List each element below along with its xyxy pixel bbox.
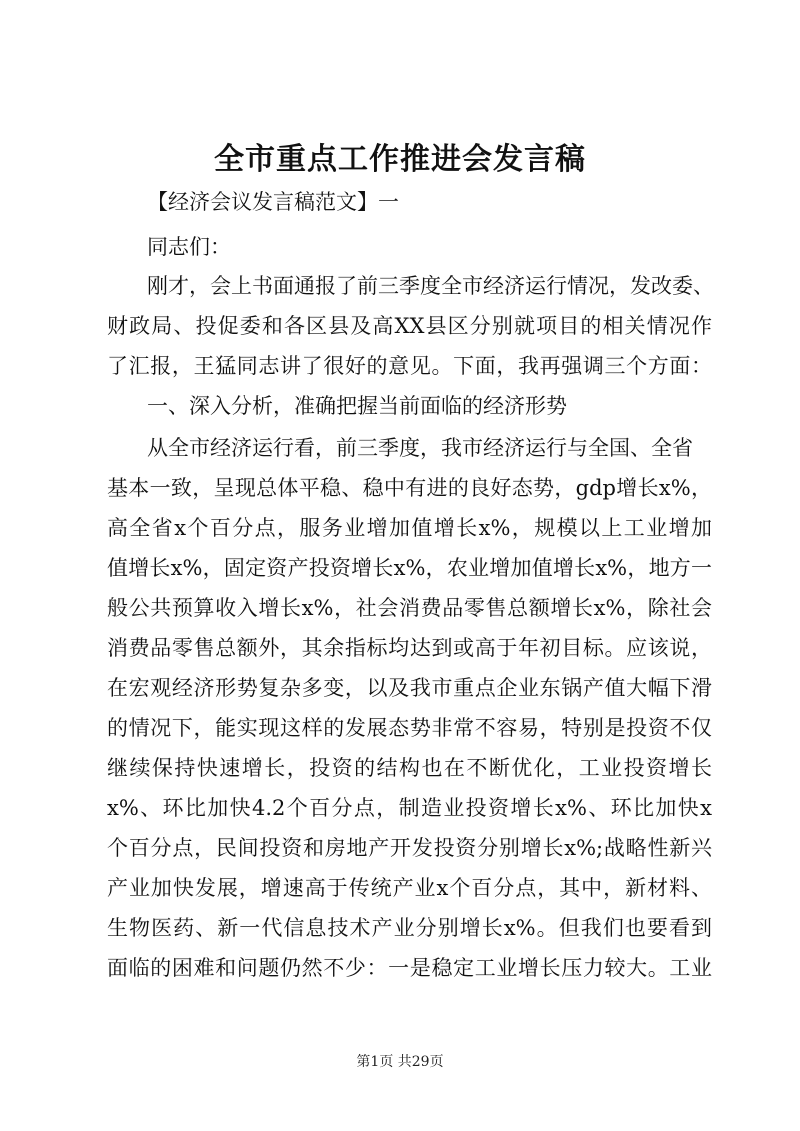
- paragraph-line: 继续保持快速增长，投资的结构也在不断优化，工业投资增长: [107, 756, 712, 780]
- paragraph-line: 值增长x%，固定资产投资增长x%，农业增加值增长x%，地方一: [107, 556, 712, 580]
- paragraph-line: 了汇报，王猛同志讲了很好的意见。下面，我再强调三个方面：: [107, 354, 712, 378]
- section-subtitle: 【经济会议发言稿范文】一: [147, 190, 399, 214]
- paragraph-line: x%、环比加快4.2个百分点，制造业投资增长x%、环比加快x: [107, 796, 712, 820]
- document-title: 全市重点工作推进会发言稿: [214, 142, 586, 177]
- paragraph-line: 产业加快发展，增速高于传统产业x个百分点，其中，新材料、: [107, 876, 712, 900]
- paragraph-line: 面临的困难和问题仍然不少：一是稳定工业增长压力较大。工业: [107, 956, 712, 980]
- section-heading: 一、深入分析，准确把握当前面临的经济形势: [147, 394, 567, 418]
- paragraph-line: 生物医药、新一代信息技术产业分别增长x%。但我们也要看到: [107, 916, 712, 940]
- salutation: 同志们：: [147, 235, 231, 259]
- paragraph-line: 基本一致，呈现总体平稳、稳中有进的良好态势，gdp增长x%，: [107, 476, 712, 500]
- paragraph-line: 般公共预算收入增长x%，社会消费品零售总额增长x%，除社会: [107, 596, 712, 620]
- paragraph-line: 的情况下，能实现这样的发展态势非常不容易，特别是投资不仅: [107, 716, 712, 740]
- paragraph-line: 消费品零售总额外，其余指标均达到或高于年初目标。应该说，: [107, 636, 712, 660]
- paragraph-line: 财政局、投促委和各区县及高XX县区分别就项目的相关情况作: [107, 314, 712, 338]
- page-number-footer: 第1页 共29页: [356, 1054, 444, 1070]
- paragraph-line: 在宏观经济形势复杂多变，以及我市重点企业东锅产值大幅下滑: [107, 676, 712, 700]
- paragraph-line: 个百分点，民间投资和房地产开发投资分别增长x%;战略性新兴: [107, 836, 712, 860]
- paragraph-line: 从全市经济运行看，前三季度，我市经济运行与全国、全省: [147, 436, 693, 460]
- paragraph-line: 刚才，会上书面通报了前三季度全市经济运行情况，发改委、: [147, 274, 714, 298]
- paragraph-line: 高全省x个百分点，服务业增加值增长x%，规模以上工业增加: [107, 516, 712, 540]
